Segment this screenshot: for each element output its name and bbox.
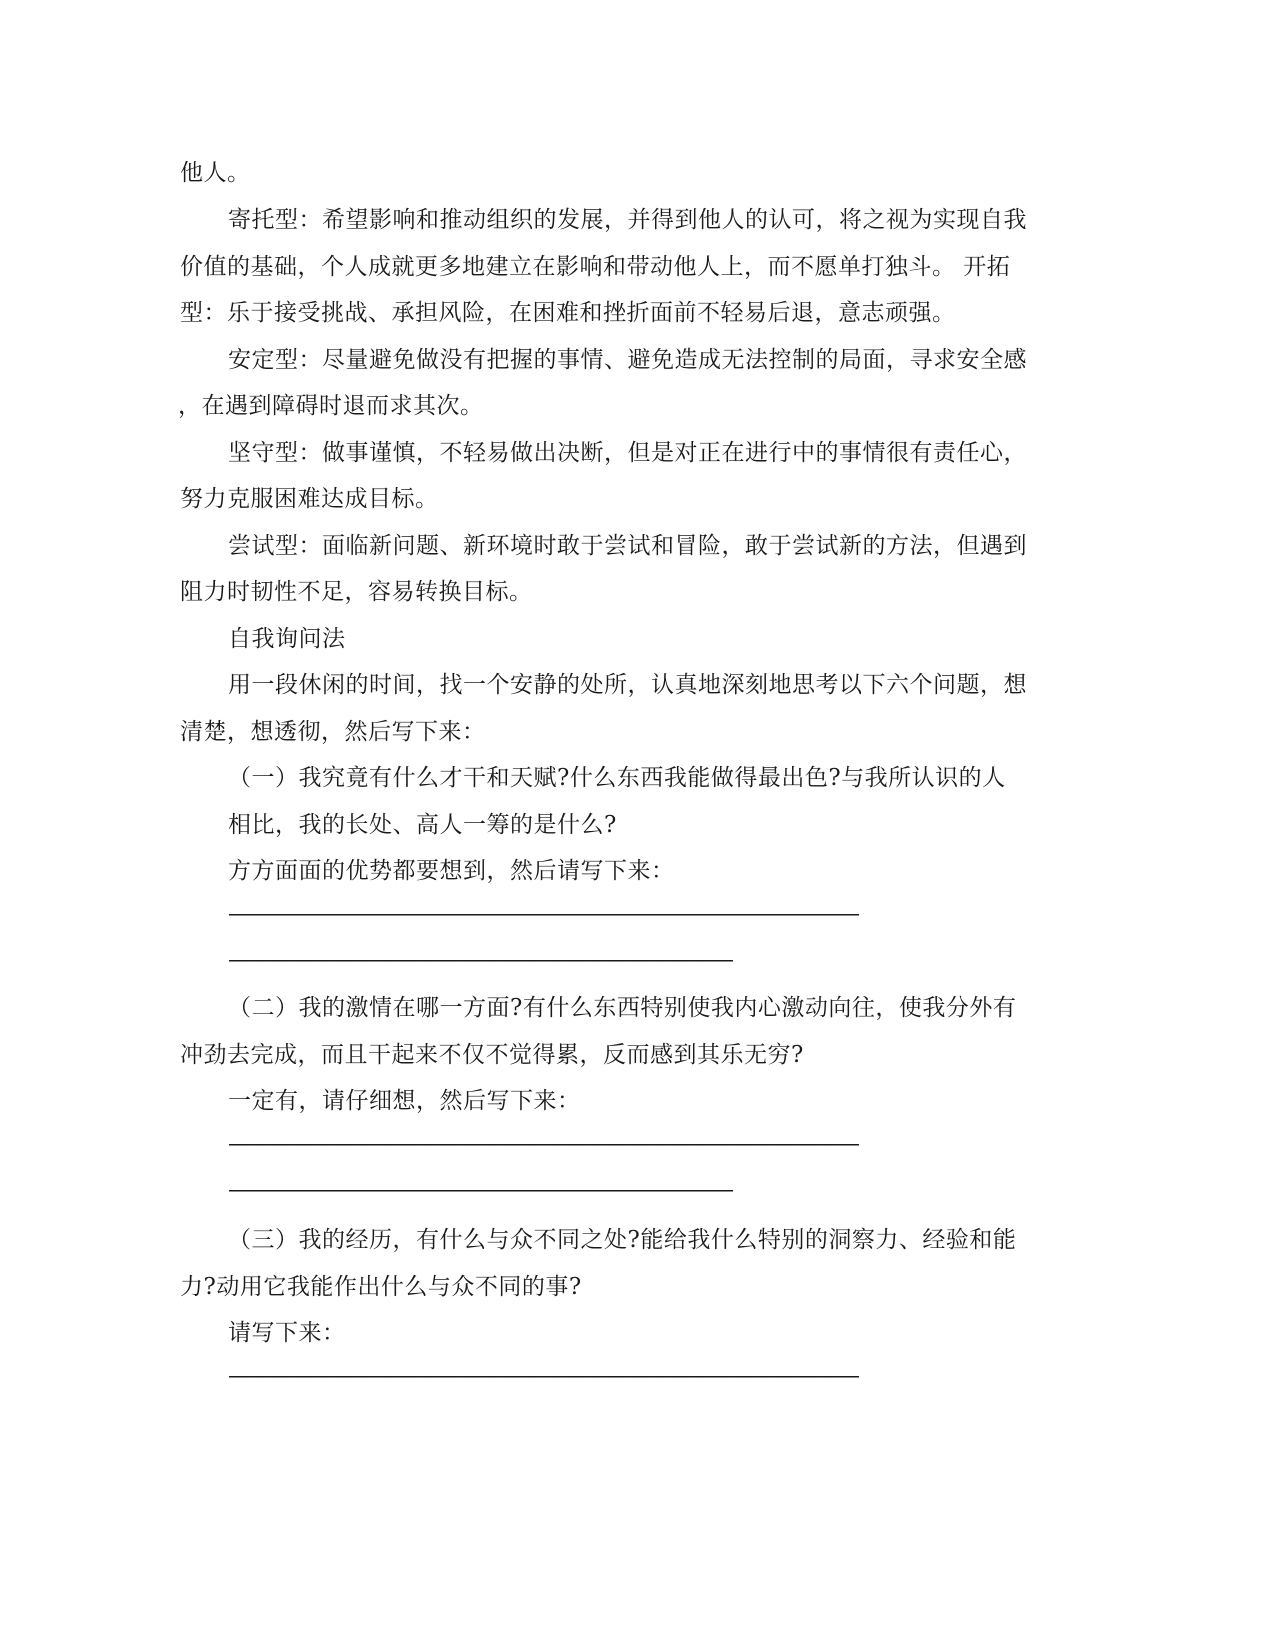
answer-blank: —————————————————————————————— <box>228 1131 858 1157</box>
instruction-line: 一定有，请仔细想，然后写下来： <box>228 1088 581 1114</box>
text-line: 尝试型：面临新问题、新环境时敢于尝试和冒险，敢于尝试新的方法，但遇到 <box>228 533 1027 559</box>
text-line: 清楚，想透彻，然后写下来： <box>180 719 486 745</box>
answer-blank: —————————————————————————————— <box>228 1363 858 1389</box>
instruction-line: 请写下来： <box>228 1320 346 1346</box>
answer-blank: ———————————————————————— <box>228 947 732 973</box>
answer-blank: ———————————————————————— <box>228 1177 732 1203</box>
text-line: 努力克服困难达成目标。 <box>180 486 439 512</box>
question-line: （二）我的激情在哪一方面?有什么东西特别使我内心激动向往，使我分外有 <box>228 995 1017 1021</box>
text-line: 安定型：尽量避免做没有把握的事情、避免造成无法控制的局面，寻求安全感 <box>228 347 1027 373</box>
question-line: 相比，我的长处、高人一筹的是什么? <box>228 812 617 838</box>
text-line: 他人。 <box>180 160 251 186</box>
text-line: 寄托型：希望影响和推动组织的发展，并得到他人的认可，将之视为实现自我 <box>228 207 1027 233</box>
text-line: 价值的基础，个人成就更多地建立在影响和带动他人上，而不愿单打独斗。 开拓 <box>180 254 1011 280</box>
question-line: 力?动用它我能作出什么与众不同的事? <box>180 1274 582 1300</box>
text-line: 阻力时韧性不足，容易转换目标。 <box>180 579 533 605</box>
instruction-line: 方方面面的优势都要想到，然后请写下来： <box>228 858 675 884</box>
section-heading: 自我询问法 <box>228 626 346 652</box>
answer-blank: —————————————————————————————— <box>228 901 858 927</box>
text-line: ，在遇到障碍时退而求其次。 <box>178 393 484 419</box>
question-line: （三）我的经历，有什么与众不同之处?能给我什么特别的洞察力、经验和能 <box>228 1227 1017 1253</box>
text-line: 型：乐于接受挑战、承担风险，在困难和挫折面前不轻易后退，意志顽强。 <box>180 300 956 326</box>
question-line: 冲劲去完成，而且干起来不仅不觉得累，反而感到其乐无穷? <box>180 1042 804 1068</box>
question-line: （一）我究竟有什么才干和天赋?什么东西我能做得最出色?与我所认识的人 <box>228 765 1006 791</box>
text-line: 用一段休闲的时间，找一个安静的处所，认真地深刻地思考以下六个问题，想 <box>228 672 1027 698</box>
text-line: 坚守型：做事谨慎，不轻易做出决断，但是对正在进行中的事情很有责任心， <box>228 440 1027 466</box>
